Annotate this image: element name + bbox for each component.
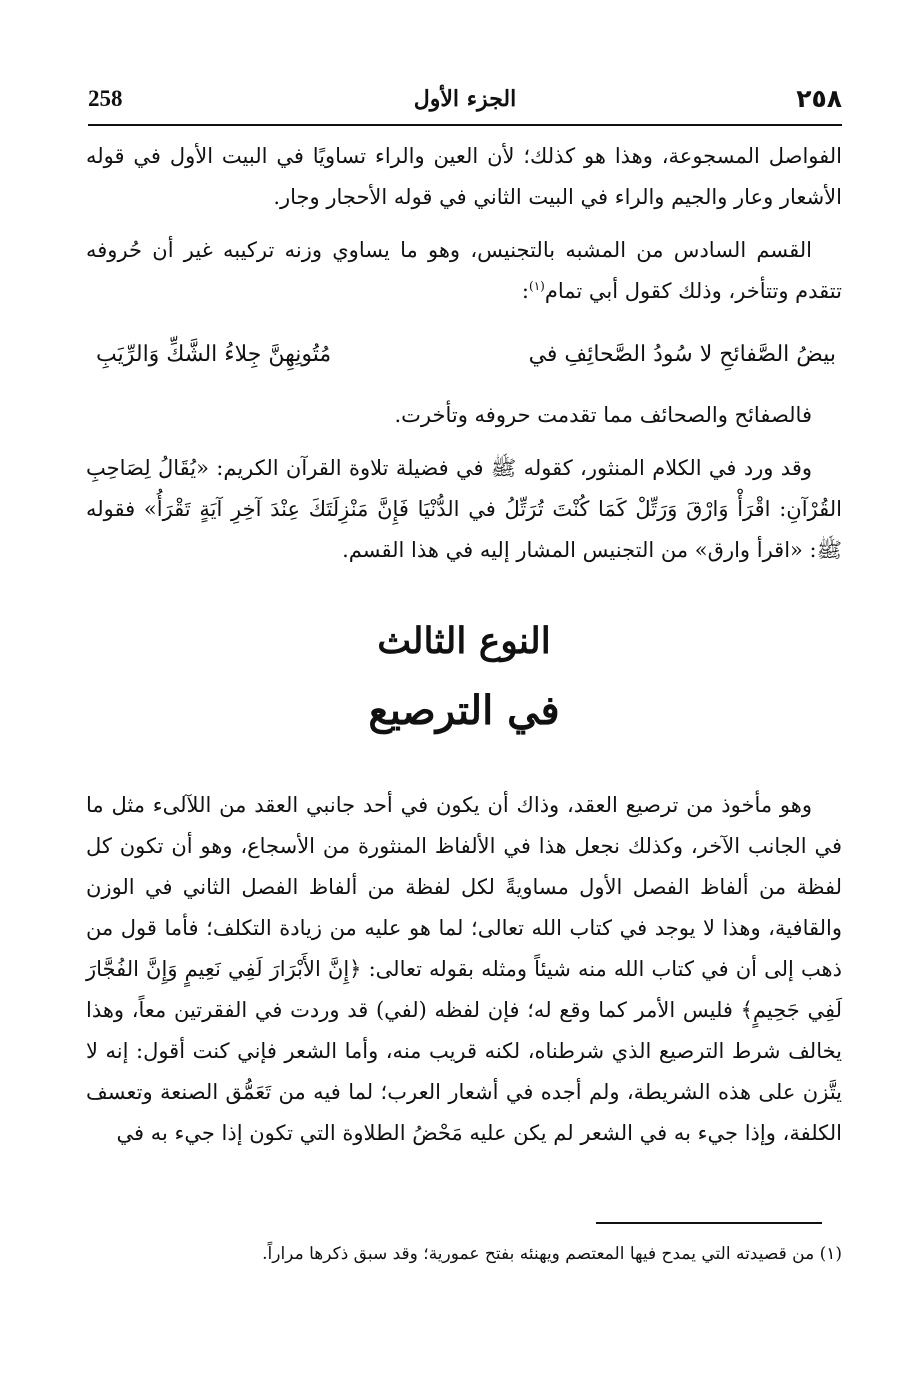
- paragraph-3: فالصفائح والصحائف مما تقدمت حروفه وتأخرت.: [394, 403, 812, 427]
- paragraph-2-text: القسم السادس من المشبه بالتجنيس، وهو ما يساوي وزنه تركيبه غير أن حُروفه تتقدم وتتأخر، وذلك كقول أبي تمام: [86, 238, 842, 303]
- footnote: (١) من قصيدته التي يمدح فيها المعتصم ويهنئه بفتح عمورية؛ وقد سبق ذكرها مراراً.: [262, 1244, 842, 1264]
- poem-verse: [96, 334, 836, 375]
- footnote-divider: [596, 1222, 822, 1224]
- footnote-reference: (١): [529, 279, 545, 293]
- paragraph-5: وهو مأخوذ من ترصيع العقد، وذاك أن يكون في أحد جانبي العقد من اللآلىء مثل ما في الجانب الآخر، وكذلك نجعل هذا في الألفاظ المنثورة من الأسجاع، وهو أن تكون كل لفظة من ألفاظ الفصل الأول مساويةً لكل لفظة من ألفاظ الفصل الثاني في الوزن والقافية، وهذا لا يوجد في كتاب الله تعالى؛ لما هو عليه من زيادة التكلف؛ فأما قول من ذهب إلى أن في كتاب الله منه شيئاً ومثله بقوله تعالى: ﴿إِنَّ الأَبْرَارَ لَفِي نَعِيمٍ وَإِنَّ الفُجَّارَ لَفِي جَحِيمٍ﴾ فليس الأمر كما وقع له؛ فإن لفظه (لفي) قد وردت في الفقرتين معاً، وهذا يخالف شرط الترصيع الذي شرطناه، لكنه قريب منه، وأما الشعر فإني كنت أقول: إنه لا يتَّزن على هذه الشريطة، ولم أجده في أشعار العرب؛ لما فيه من تَعَمُّق الصنعة وتعسف الكلفة، وإذا جيء به في الشعر لم يكن عليه مَحْضُ الطلاوة التي تكون إذا جيء به في: [86, 793, 842, 1145]
- paragraph-1: الفواصل المسجوعة، وهذا هو كذلك؛ لأن العين والراء تساويًا في البيت الأول في قوله الأشعار وعار والجيم والراء في البيت الثاني في قوله الأحجار وجار.: [86, 144, 842, 209]
- main-text: [86, 136, 842, 1154]
- verse-second-hemistich: مُتُونِهِنَّ جِلاءُ الشَّكِّ وَالرِّيَبِ: [96, 342, 332, 367]
- verse-first-hemistich: بيضُ الصَّفائحِ لا سُودُ الصَّحائِفِ في: [528, 342, 836, 367]
- page-number-latin: 258: [88, 86, 123, 111]
- page-header: [88, 84, 842, 126]
- section-heading: [86, 611, 842, 745]
- paragraph-4: وقد ورد في الكلام المنثور، كقوله ﷺ في فضيلة تلاوة القرآن الكريم: «يُقَالُ لِصَاحِبِ القُرْآنِ: اقْرَأْ وَارْقَ وَرَتِّلْ كَمَا كُنْتَ تُرَتِّلُ في الدُّنْيَا فَإِنَّ مَنْزِلَتَكَ عِنْدَ آخِرِ آيَةٍ تَقْرَأُ» فقوله ﷺ: «اقرأ وارق» من التجنيس المشار إليه في هذا القسم.: [86, 456, 842, 562]
- paragraph-2-colon: :: [521, 279, 529, 303]
- section-title: النوع الثالث: [377, 620, 551, 662]
- section-subtitle: في الترصيع: [368, 687, 560, 734]
- page-number-arabic: ٢٥٨: [796, 84, 842, 113]
- running-title: الجزء الأول: [413, 86, 517, 112]
- paragraph-2: [86, 230, 842, 312]
